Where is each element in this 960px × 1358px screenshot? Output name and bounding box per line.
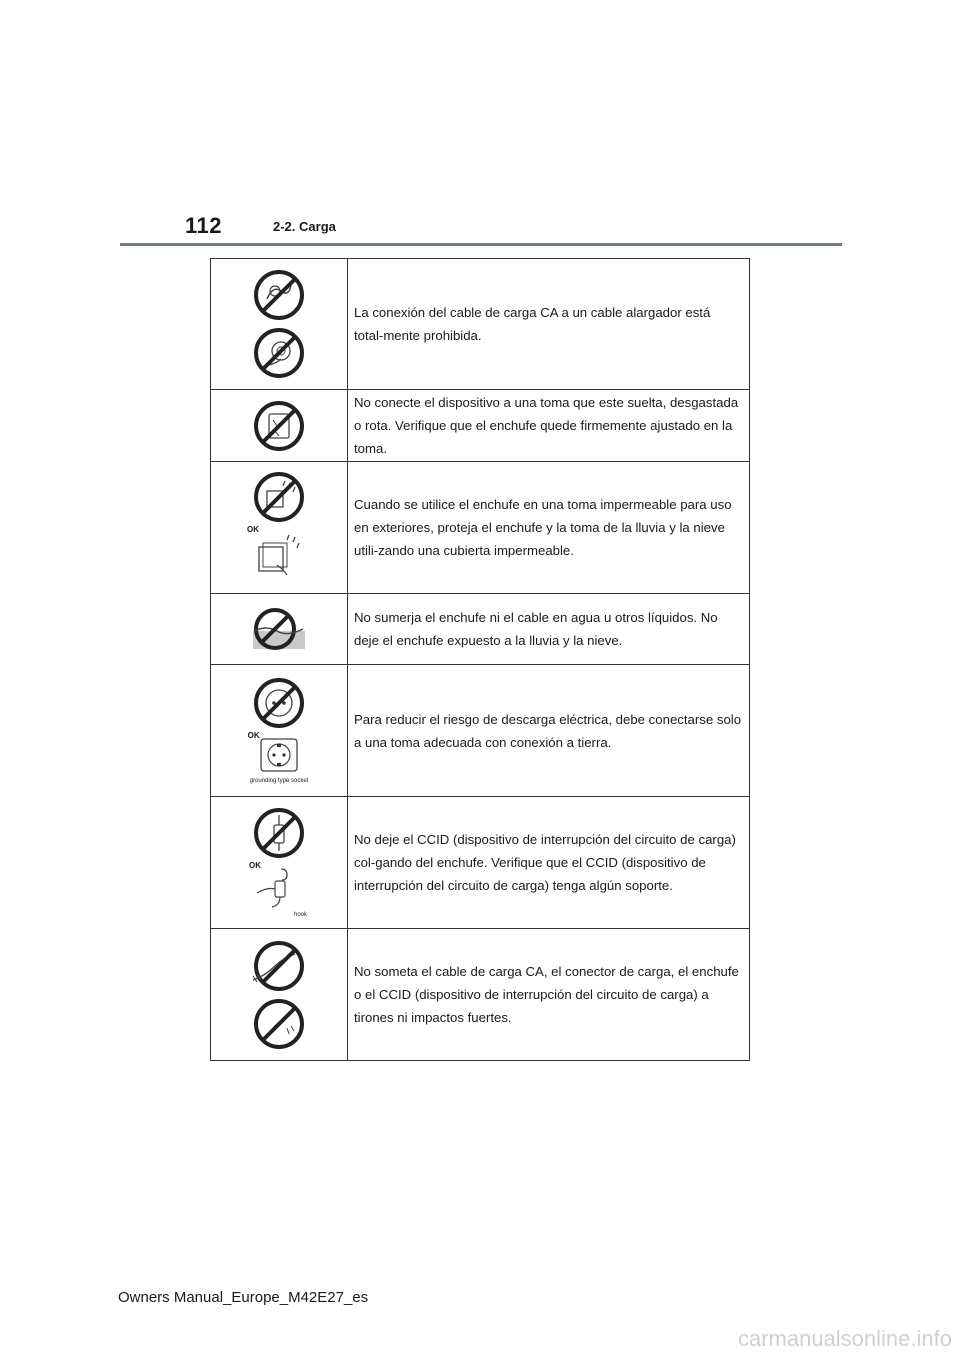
ok-label: OK [247, 731, 260, 740]
icon-cell [211, 665, 348, 797]
table-row [211, 797, 750, 929]
prohibited-submerged-plug-icon [249, 607, 309, 651]
caution-text: No conecte el dispositivo a una toma que este suelta, desgastada o rota. Verifique que el enchufe quede firmemente ajustado en la toma. [348, 390, 750, 462]
watermark: carmanualsonline.info [737, 1326, 952, 1351]
caution-table [210, 258, 750, 1061]
icon-cell [211, 594, 348, 665]
section-title: 2-2. Carga [273, 219, 336, 234]
table-row [211, 594, 750, 665]
prohibited-rain-outlet-icon [253, 471, 305, 523]
table-row [211, 390, 750, 462]
prohibited-damaged-outlet-icon [253, 400, 305, 452]
ok-picture [247, 731, 309, 784]
table-row [211, 259, 750, 390]
caution-text: La conexión del cable de carga CA a un cable alargador está total-mente prohibida. [348, 259, 750, 390]
prohibited-impact-icon [253, 998, 305, 1050]
footer-text: Owners Manual_Europe_M42E27_es [118, 1289, 369, 1306]
page-number: 112 [185, 213, 222, 238]
caution-text: Para reducir el riesgo de descarga eléctrica, debe conectarse solo a una toma adecuada con conexión a tierra. [348, 665, 750, 797]
table-row [211, 929, 750, 1061]
covered-outlet-icon [249, 529, 309, 579]
caution-text: No deje el CCID (dispositivo de interrupción del circuito de carga) col-gando del enchufe. Verifique que el CCID (dispositivo de interrupción del circuito de carga) tenga algún soporte. [348, 797, 750, 929]
prohibited-cable-reel-icon [253, 327, 305, 379]
caution-text: No someta el cable de carga CA, el conector de carga, el enchufe o el CCID (dispositivo de interrupción del circuito de carga) a tirones ni impactos fuertes. [348, 929, 750, 1061]
table-row [211, 665, 750, 797]
grounded-socket-icon [255, 735, 303, 775]
page-header [185, 213, 845, 243]
prohibited-hanging-ccid-icon [253, 807, 305, 859]
ok-label: OK [247, 525, 259, 534]
ok-picture [247, 525, 309, 584]
picture-caption: grounding type socket [249, 778, 309, 784]
ok-picture [249, 861, 307, 918]
caution-text: No sumerja el enchufe ni el cable en agua u otros líquidos. No deje el enchufe expuesto a la lluvia y la nieve. [348, 594, 750, 665]
prohibited-ungrounded-socket-icon [253, 677, 305, 729]
picture-caption: hook [293, 912, 307, 918]
icon-cell [211, 929, 348, 1061]
prohibited-pulling-cable-icon [249, 940, 309, 992]
prohibited-extension-cord-icon [253, 269, 305, 321]
ccid-on-hook-icon [251, 865, 307, 909]
icon-cell [211, 797, 348, 929]
table-row [211, 462, 750, 594]
ok-label: OK [249, 861, 261, 870]
icon-cell [211, 462, 348, 594]
icon-cell [211, 390, 348, 462]
header-rule [120, 243, 842, 246]
icon-cell [211, 259, 348, 390]
caution-text: Cuando se utilice el enchufe en una toma impermeable para uso en exteriores, proteja el enchufe y la toma de la lluvia y la nieve utili-zando una cubierta impermeable. [348, 462, 750, 594]
